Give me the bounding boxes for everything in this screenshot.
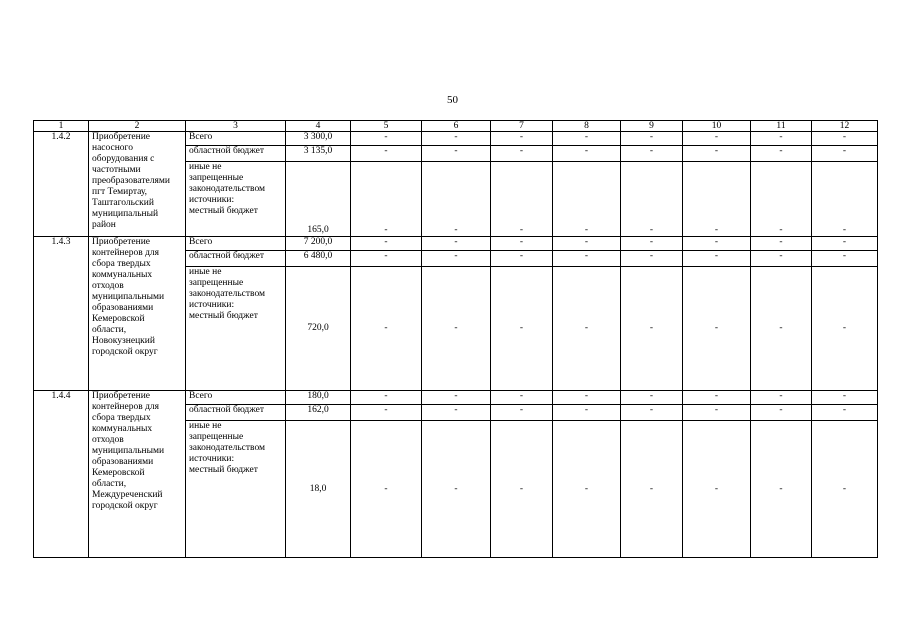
year-cell: - — [553, 132, 621, 146]
year-cell: - — [491, 267, 553, 391]
year-cell: - — [351, 391, 422, 405]
item-name: Приобретение контейнеров для сбора твердых коммунальных отходов муниципальными образованиями Кемеровской области, Междуреченский городской округ — [89, 391, 186, 558]
year-cell: - — [751, 267, 812, 391]
table-row — [34, 132, 878, 146]
year-cell: - — [422, 132, 491, 146]
table-row — [34, 391, 878, 405]
year-cell: - — [683, 162, 751, 237]
item-number: 1.4.4 — [34, 391, 89, 558]
year-cell: - — [683, 251, 751, 267]
header-cell: 3 — [186, 121, 286, 132]
funding-source-label: областной бюджет — [186, 251, 286, 267]
year-cell: - — [422, 251, 491, 267]
year-cell: - — [351, 132, 422, 146]
year-cell: - — [751, 421, 812, 558]
year-cell: - — [751, 391, 812, 405]
year-cell: - — [751, 162, 812, 237]
year-cell: - — [621, 391, 683, 405]
year-cell: - — [351, 421, 422, 558]
funding-source-label: Всего — [186, 237, 286, 251]
year-cell: - — [812, 391, 878, 405]
year-cell: - — [491, 251, 553, 267]
header-cell: 4 — [286, 121, 351, 132]
funding-amount: 162,0 — [286, 405, 351, 421]
year-cell: - — [491, 146, 553, 162]
year-cell: - — [683, 132, 751, 146]
header-cell: 1 — [34, 121, 89, 132]
year-cell: - — [351, 146, 422, 162]
year-cell: - — [683, 267, 751, 391]
funding-amount: 6 480,0 — [286, 251, 351, 267]
year-cell: - — [683, 391, 751, 405]
funding-source-label: областной бюджет — [186, 146, 286, 162]
year-cell: - — [621, 237, 683, 251]
year-cell: - — [491, 421, 553, 558]
funding-amount: 180,0 — [286, 391, 351, 405]
funding-source-label: Всего — [186, 132, 286, 146]
year-cell: - — [683, 146, 751, 162]
year-cell: - — [351, 405, 422, 421]
funding-source-label: иные не запрещенные законодательством источники: местный бюджет — [186, 421, 286, 558]
year-cell: - — [621, 267, 683, 391]
header-cell: 2 — [89, 121, 186, 132]
year-cell: - — [553, 391, 621, 405]
year-cell: - — [812, 237, 878, 251]
year-cell: - — [553, 421, 621, 558]
funding-source-label: Всего — [186, 391, 286, 405]
year-cell: - — [553, 267, 621, 391]
year-cell: - — [351, 251, 422, 267]
year-cell: - — [683, 237, 751, 251]
year-cell: - — [491, 237, 553, 251]
item-name: Приобретение контейнеров для сбора твердых коммунальных отходов муниципальными образованиями Кемеровской области, Новокузнецкий городской округ — [89, 237, 186, 391]
year-cell: - — [553, 162, 621, 237]
year-cell: - — [751, 405, 812, 421]
item-number: 1.4.3 — [34, 237, 89, 391]
funding-source-label: иные не запрещенные законодательством источники: местный бюджет — [186, 267, 286, 391]
year-cell: - — [621, 162, 683, 237]
funding-source-label: иные не запрещенные законодательством источники: местный бюджет — [186, 162, 286, 237]
header-cell: 8 — [553, 121, 621, 132]
year-cell: - — [683, 405, 751, 421]
year-cell: - — [812, 405, 878, 421]
year-cell: - — [621, 421, 683, 558]
program-table — [33, 120, 878, 558]
header-cell: 10 — [683, 121, 751, 132]
funding-amount: 3 300,0 — [286, 132, 351, 146]
year-cell: - — [422, 405, 491, 421]
year-cell: - — [422, 391, 491, 405]
year-cell: - — [812, 162, 878, 237]
year-cell: - — [683, 421, 751, 558]
year-cell: - — [351, 267, 422, 391]
year-cell: - — [422, 146, 491, 162]
header-cell: 12 — [812, 121, 878, 132]
year-cell: - — [751, 251, 812, 267]
year-cell: - — [351, 237, 422, 251]
item-name: Приобретение насосного оборудования с частотными преобразователями пгт Темиртау, Таштагольский муниципальный район — [89, 132, 186, 237]
funding-source-label: областной бюджет — [186, 405, 286, 421]
year-cell: - — [812, 421, 878, 558]
item-number: 1.4.2 — [34, 132, 89, 237]
year-cell: - — [491, 391, 553, 405]
year-cell: - — [553, 405, 621, 421]
funding-amount: 165,0 — [286, 162, 351, 237]
year-cell: - — [422, 237, 491, 251]
funding-amount: 7 200,0 — [286, 237, 351, 251]
year-cell: - — [812, 267, 878, 391]
header-cell: 11 — [751, 121, 812, 132]
year-cell: - — [422, 162, 491, 237]
year-cell: - — [621, 132, 683, 146]
funding-amount: 3 135,0 — [286, 146, 351, 162]
funding-amount: 18,0 — [286, 421, 351, 558]
year-cell: - — [491, 132, 553, 146]
year-cell: - — [751, 132, 812, 146]
year-cell: - — [621, 146, 683, 162]
year-cell: - — [621, 251, 683, 267]
year-cell: - — [351, 162, 422, 237]
year-cell: - — [553, 251, 621, 267]
header-row — [34, 121, 878, 132]
header-cell: 5 — [351, 121, 422, 132]
year-cell: - — [553, 237, 621, 251]
year-cell: - — [812, 146, 878, 162]
year-cell: - — [621, 405, 683, 421]
year-cell: - — [422, 267, 491, 391]
year-cell: - — [553, 146, 621, 162]
page-number: 50 — [447, 94, 458, 106]
header-cell: 7 — [491, 121, 553, 132]
year-cell: - — [751, 146, 812, 162]
year-cell: - — [812, 251, 878, 267]
year-cell: - — [812, 132, 878, 146]
year-cell: - — [751, 237, 812, 251]
year-cell: - — [491, 405, 553, 421]
header-cell: 6 — [422, 121, 491, 132]
header-cell: 9 — [621, 121, 683, 132]
year-cell: - — [422, 421, 491, 558]
year-cell: - — [491, 162, 553, 237]
table-row — [34, 237, 878, 251]
funding-amount: 720,0 — [286, 267, 351, 391]
